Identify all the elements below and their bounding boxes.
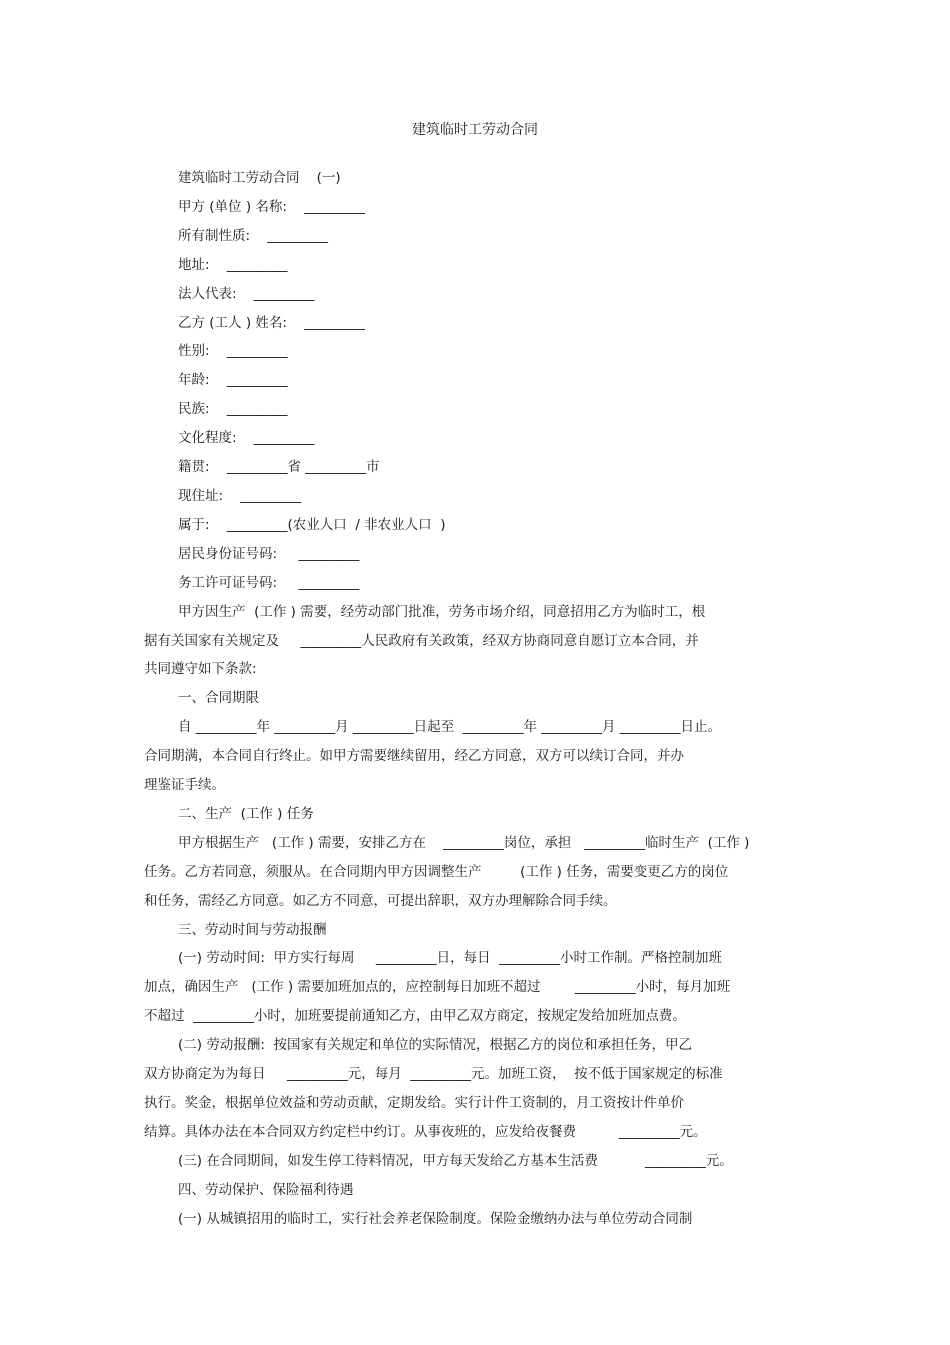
text-line: 执行。奖金，根据单位效益和劳动贡献，定期发给。实行计件工资制的，月工资按计件单价 (144, 1095, 684, 1111)
text-line: 三、劳动时间与劳动报酬 (178, 921, 327, 938)
text-line: 双方协商定为为每日 _________元，每月 _________元。加班工资， 按不低于国家规定的标准 (144, 1066, 723, 1083)
text-line: 不超过 _________小时，加班要提前通知乙方，由甲乙双方商定，按规定发给加班加点费。 (144, 1008, 686, 1025)
text-line: 自 _________年 _________月 _________日起至 _________年 _________月 _________日止。 (178, 719, 722, 736)
text-line: 居民身份证号码: _________ (178, 545, 360, 562)
text-line: 所有制性质: _________ (178, 227, 328, 244)
text-line: 据有关国家有关规定及 _________人民政府有关政策，经双方协商同意自愿订立本合同，并 (144, 632, 699, 649)
text-line: 甲方因生产 (工作 ) 需要，经劳动部门批准，劳务市场介绍，同意招用乙方为临时工，根 (178, 603, 706, 620)
text-line: 籍贯: _________省 _________市 (178, 459, 380, 476)
text-line: 任务。乙方若同意，须服从。在合同期内甲方因调整生产 (工作 ) 任务，需要变更乙方的岗位 (144, 863, 729, 880)
text-line: 理鉴证手续。 (144, 777, 225, 794)
document-title: 建筑临时工劳动合同 (412, 122, 538, 138)
text-line: 年龄: _________ (178, 372, 288, 389)
text-line: 一、合同期限 (178, 690, 259, 707)
text-line: 合同期满，本合同自行终止。如甲方需要继续留用，经乙方同意，双方可以续订合同，并办 (144, 748, 684, 765)
text-line: 性别: _________ (178, 343, 288, 360)
text-line: 民族: _________ (178, 401, 288, 418)
text-line: 属于: _________(农业人口 / 非农业人口 ) (178, 516, 446, 533)
text-line: 法人代表: _________ (178, 285, 315, 302)
text-line: 结算。具体办法在本合同双方约定栏中约订。从事夜班的，应发给夜餐费 _________元。 (144, 1123, 707, 1140)
text-line: 甲方 (单位 ) 名称: _________ (178, 198, 365, 215)
document-body (144, 164, 824, 1234)
text-line: 现住址: _________ (178, 487, 301, 504)
text-line: 务工许可证号码: _________ (178, 574, 360, 591)
text-line: (三) 在合同期间，如发生停工待料情况，甲方每天发给乙方基本生活费 _________元。 (178, 1152, 733, 1169)
text-line: 甲方根据生产 (工作 ) 需要，安排乙方在 _________岗位，承担 _________临时生产 (工作 ) (178, 834, 750, 851)
text-line: 和任务，需经乙方同意。如乙方不同意，可提出辞职，双方办理解除合同手续。 (144, 892, 617, 909)
text-line: 二、生产 (工作 ) 任务 (178, 805, 314, 822)
text-line: 共同遵守如下条款: (144, 661, 257, 678)
text-line: (一) 从城镇招用的临时工，实行社会养老保险制度。保险金缴纳办法与单位劳动合同制 (178, 1210, 693, 1227)
text-line: 四、劳动保护、保险福利待遇 (178, 1181, 354, 1198)
text-line: 建筑临时工劳动合同 (一) (178, 170, 341, 186)
text-line: 文化程度: _________ (178, 430, 315, 447)
text-line: (二) 劳动报酬: 按国家有关规定和单位的实际情况，根据乙方的岗位和承担任务，甲乙 (178, 1037, 692, 1054)
text-line: 加点，确因生产 (工作 ) 需要加班加点的，应控制每日加班不超过 _________小时，每月加班 (144, 979, 731, 996)
text-line: 乙方 (工人 ) 姓名: _________ (178, 314, 365, 331)
text-line: (一) 劳动时间: 甲方实行每周 _________日，每日 _________小时工作制。严格控制加班 (178, 950, 722, 967)
text-line: 地址: _________ (178, 256, 288, 273)
